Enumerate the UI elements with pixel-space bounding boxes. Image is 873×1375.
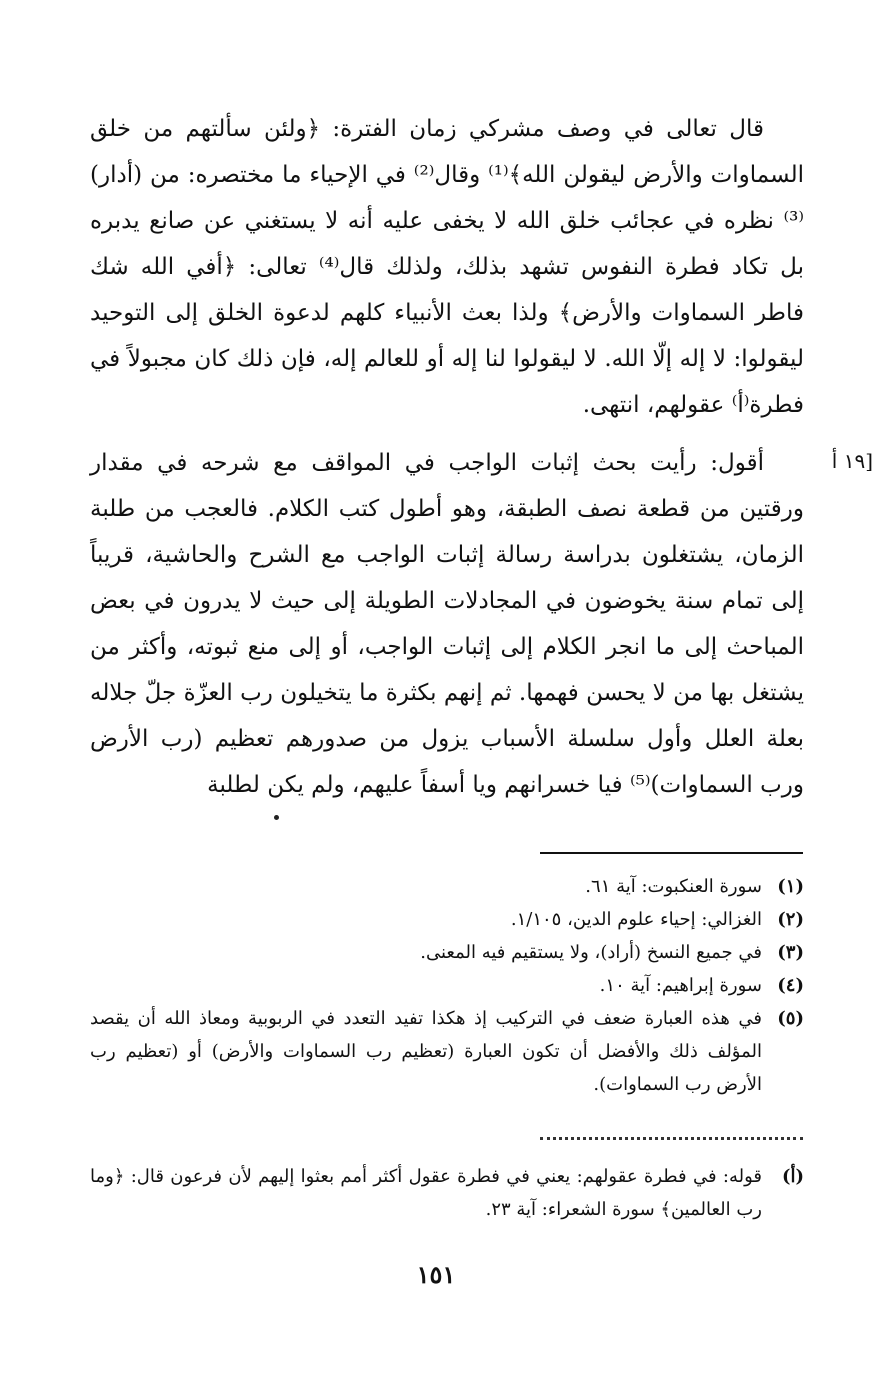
footnote-item bbox=[90, 1002, 804, 1101]
paragraph-text: أقول: رأيت بحث إثبات الواجب في المواقف مع شرحه في مقدار ورقتين من قطعة نصف الطبقة، وهو أطول كتب الكلام. فالعجب من طلبة الزمان، يشتغلون بدراسة رسالة إثبات الواجب مع الشرح والحاشية، قريباً إلى تمام سنة يخوضون في المجادلات الطويلة إلى حيث لا يدرون في بعض المباحث إلى ما انجر الكلام إلى إثبات الواجب، أو إلى منع ثبوته، وأكثر من يشتغل بها من لا يحسن فهمها. ثم إنهم بكثرة ما يتخيلون رب العزّة جلّ جلاله بعلة العلل وأول سلسلة الأسباب يزول من صدورهم تعظيم (رب الأرض ورب السماوات)⁽⁵⁾ فيا خسرانهم ويا أسفاً عليهم، ولم يكن لطلبة bbox=[90, 450, 804, 798]
page-number: ١٥١ bbox=[416, 1260, 456, 1289]
footnote-text: سورة إبراهيم: آية ١٠. bbox=[599, 975, 762, 996]
footnote-item bbox=[90, 903, 804, 936]
paragraph-text: قال تعالى في وصف مشركي زمان الفترة: ﴿ولئن سألتهم من خلق السماوات والأرض ليقولن الله﴾⁽¹⁾ وقال⁽²⁾ في الإحياء ما مختصره: من (أدار)⁽³⁾ نظره في عجائب خلق الله لا يخفى عليه أنه لا يستغني عن صانع يدبره بل تكاد فطرة النفوس تشهد بذلك، ولذلك قال⁽⁴⁾ تعالى: ﴿أفي الله شك فاطر السماوات والأرض﴾ ولذا بعث الأنبياء كلهم لدعوة الخلق إلى التوحيد ليقولوا: لا إله إلّا الله. لا ليقولوا لنا إله أو للعالم إله، فإن ذلك كان مجبولاً في فطرة⁽أ⁾ عقولهم، انتهى. bbox=[90, 116, 804, 418]
footnote-text: الغزالي: إحياء علوم الدين، ١/١٠٥. bbox=[510, 909, 762, 930]
footnote-number: (١) bbox=[777, 876, 804, 897]
author-notes-list bbox=[90, 1160, 804, 1226]
footnote-item bbox=[90, 969, 804, 1002]
main-text-paragraph-1 bbox=[90, 106, 804, 428]
footnote-text: سورة العنكبوت: آية ٦١. bbox=[585, 876, 762, 897]
author-note-text: قوله: في فطرة عقولهم: يعني في فطرة عقول أكثر أمم بعثوا إليهم لأن فرعون قال: ﴿وما رب العالمين﴾ سورة الشعراء: آية ٢٣. bbox=[90, 1166, 762, 1220]
main-text-paragraph-2 bbox=[90, 440, 804, 808]
author-notes-separator bbox=[540, 1137, 803, 1140]
author-note-item bbox=[90, 1160, 804, 1226]
footnote-number: (٥) bbox=[777, 1008, 804, 1029]
footnote-item bbox=[90, 936, 804, 969]
manuscript-folio-marker: [١٩ أ bbox=[831, 449, 873, 473]
footnote-text: في جميع النسخ (أراد)، ولا يستقيم فيه المعنى. bbox=[420, 942, 762, 963]
footnote-number: (٢) bbox=[777, 909, 804, 930]
footnote-text: في هذه العبارة ضعف في التركيب إذ هكذا تفيد التعدد في الربوبية ومعاذ الله أن يقصد المؤلف ذلك والأفضل أن تكون العبارة (تعظيم رب السماوات والأرض) أو (تعظيم رب الأرض رب السماوات). bbox=[90, 1008, 762, 1095]
footnote-number: (٣) bbox=[777, 942, 804, 963]
footnote-item bbox=[90, 870, 804, 903]
footnote-number: (٤) bbox=[777, 975, 804, 996]
footnotes-list bbox=[90, 870, 804, 1101]
author-note-letter: (أ) bbox=[781, 1166, 804, 1187]
ink-dot bbox=[274, 815, 279, 820]
footnote-separator bbox=[540, 852, 803, 854]
